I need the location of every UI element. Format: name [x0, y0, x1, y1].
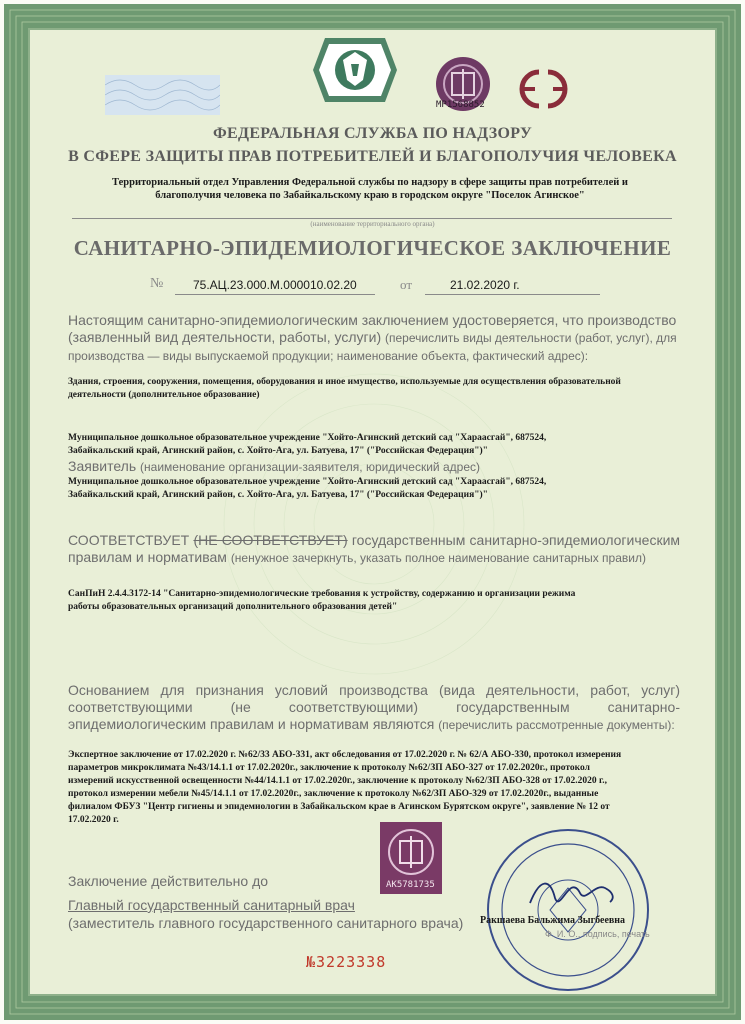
not-complies-text: (НЕ СООТВЕТСТВУЕТ)	[193, 532, 348, 548]
signatory-name: Ракшаева Бальжима Зыгбеевна	[480, 915, 626, 926]
applicant-text: Муниципальное дошкольное образовательное учреждение "Хойто-Агинский детский сад "Хараасгай", 687524, Забайкальский край, Агинский район, с. Хойто-Ага, ул. Батуева, 17" ("Российская Федерация")"	[68, 477, 547, 500]
documents-text: Экспертное заключение от 17.02.2020 г. №62/33 АБО-331, акт обследования от 17.02.2020 г. № 62/А АБО-330, протокол измерения параметров микроклимата №43/14.1.1 от 17.02.2020г., заключение к протоколу №62/ЗП АБО-327 от 17.02.2020г., протокол измерений искусственной освещенности №44/14.1.1 от 17.02.2020г., заключение к протоколу №62/ЗП АБО-328 от 17.02.2020 г., протокол измерении мебели №45/14.1.1 от 17.02.2020г., заключение к протоколу №62/ЗП АБО-329 от 17.02.2020г., выданные филиалом ФБУЗ "Центр гигиены и эпидемиологии в Забайкальском крае в Агинском Бурятском округе", заявление № 12 от 17.02.2020 г.	[68, 750, 622, 825]
coat-of-arms-emblem	[305, 30, 405, 110]
guilloche-stripe-emblem	[105, 75, 220, 115]
complies-hint: (ненужное зачеркнуть, указать полное наименование санитарных правил)	[230, 551, 646, 565]
sanitary-rules-text: СанПиН 2.4.4.3172-14 "Санитарно-эпидемиологические требования к устройству, содержанию и организации режима работы образовательных организаций дополнительного образования детей"	[68, 589, 576, 612]
activity-text: Здания, строения, сооружения, помещения, оборудования и иное имущество, используемые для осуществления образовательной деятельности (дополнительное образование)	[68, 377, 621, 400]
date-underline	[425, 294, 600, 295]
agency-title-line2: В СФЕРЕ ЗАЩИТЫ ПРАВ ПОТРЕБИТЕЛЕЙ И БЛАГОПОЛУЧИЯ ЧЕЛОВЕКА	[68, 148, 677, 165]
agency-title-line1: ФЕДЕРАЛЬНАЯ СЛУЖБА ПО НАДЗОРУ	[213, 125, 532, 142]
compliance-paragraph	[68, 532, 680, 567]
basis-text: Основанием для признания условий производства (вида деятельности, работ, услуг) соответствующими (не соответствующими) государственным санитарно-эпидемиологическим правилам и нормативам являются	[68, 682, 680, 732]
handwritten-signature	[525, 868, 620, 913]
document-title: САНИТАРНО-ЭПИДЕМИОЛОГИЧЕСКОЕ ЗАКЛЮЧЕНИЕ	[73, 236, 672, 260]
intro-text: Настоящим санитарно-эпидемиологическим заключением удостоверяется, что производство (заявленный вид деятельности, работы, услуги)	[68, 312, 677, 345]
intro-paragraph	[68, 312, 680, 365]
date-label: от	[400, 277, 413, 292]
document-number: 75.АЦ.23.000.М.000010.02.20	[193, 278, 357, 292]
signatory-name-hint: Ф. И. О., подпись, печать	[545, 929, 650, 939]
number-label: №	[150, 276, 164, 291]
applicant-label: Заявитель	[68, 458, 137, 474]
signatory-position-hint: (заместитель главного государственного санитарного врача)	[68, 915, 464, 931]
form-serial-number: №3223338	[306, 953, 387, 971]
complies-tail: государственным санитарно-эпидемиологическим правилам и нормативам	[68, 532, 681, 565]
document-date: 21.02.2020 г.	[450, 278, 520, 292]
validity-label: Заключение действительно до	[68, 873, 269, 889]
number-underline	[175, 294, 375, 295]
department-caption: (наименование территориального органа)	[310, 220, 435, 228]
eurasian-conformity-mark-icon	[515, 68, 573, 110]
hologram-sticker-code: AK5781735	[386, 880, 435, 890]
intro-hint: (перечислить виды деятельности (работ, услуг), для производства — виды выпускаемой продукции; наименование объекта, фактический адрес):	[68, 331, 677, 363]
basis-hint: (перечислить рассмотренные документы):	[438, 718, 675, 732]
object-text: Муниципальное дошкольное образовательное учреждение "Хойто-Агинский детский сад "Хараасгай", 687524, Забайкальский край, Агинский район, с. Хойто-Ага, ул. Батуева, 17" ("Российская Федерация")"	[68, 433, 547, 456]
applicant-hint: (наименование организации-заявителя, юридический адрес)	[140, 460, 480, 474]
basis-paragraph	[68, 682, 680, 734]
complies-text: СООТВЕТСТВУЕТ	[68, 532, 190, 548]
department-underline	[72, 218, 672, 219]
signatory-position: Главный государственный санитарный врач	[68, 897, 355, 913]
hologram-code: МР1568852	[436, 100, 485, 110]
applicant-line	[68, 458, 680, 476]
territorial-department: Территориальный отдел Управления Федеральной службы по надзору в сфере защиты прав потребителей и благополучия человека по Забайкальскому краю в городском округе "Поселок Агинское"	[112, 177, 628, 201]
